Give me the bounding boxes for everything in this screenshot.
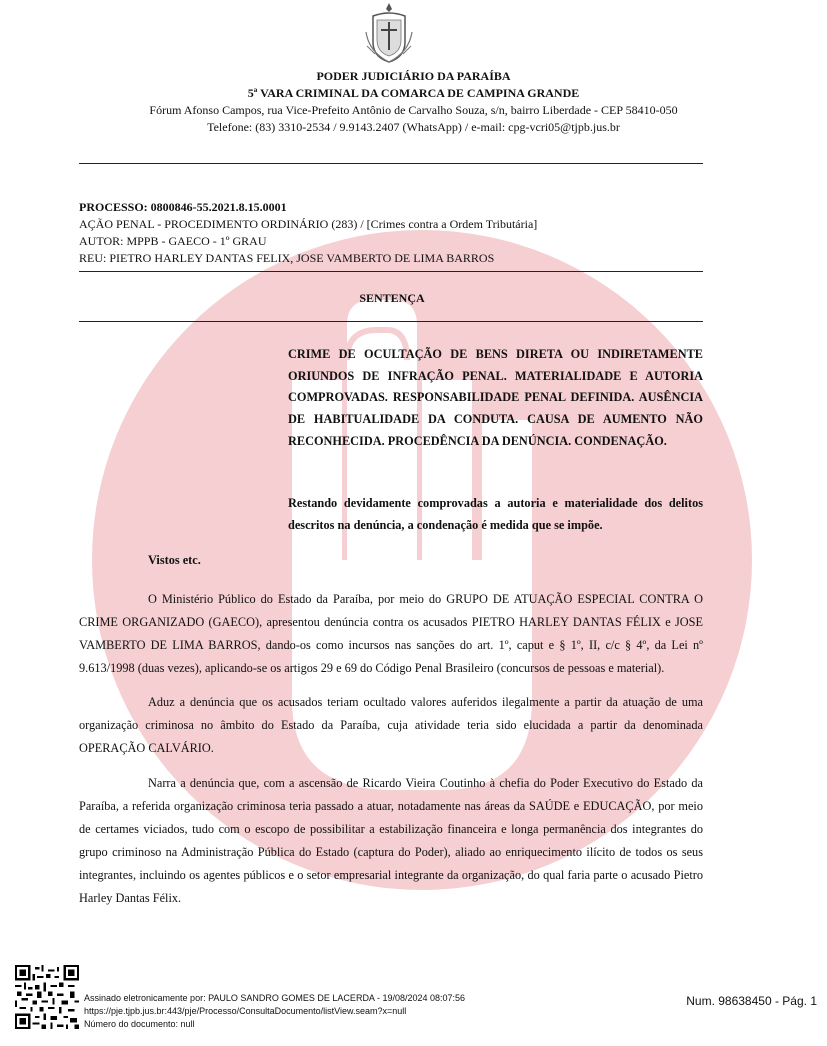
- coat-of-arms-icon: [363, 2, 415, 64]
- page-number: Num. 98638450 - Pág. 1: [686, 994, 817, 1008]
- qr-code-icon[interactable]: [15, 965, 79, 1029]
- paragraph-2: Aduz a denúncia que os acusados teriam ocultado valores auferidos ilegalmente a partir da atuação de uma organização criminosa no âmbito do Estado da Paraíba, cuja atividade teria sido elucidada a partir da denominada OPERAÇÃO CALVÁRIO.: [79, 695, 703, 755]
- divider: [79, 163, 703, 164]
- divider: [79, 271, 703, 272]
- process-defendant: REU: PIETRO HARLEY DANTAS FELIX, JOSE VAMBERTO DE LIMA BARROS: [79, 251, 495, 265]
- ementa-conclusion: Restando devidamente comprovadas a autoria e materialidade dos delitos descritos na denúncia, a condenação é medida que se impõe.: [288, 496, 703, 532]
- process-author: AUTOR: MPPB - GAECO - 1º GRAU: [79, 234, 267, 248]
- court-division: 5ª VARA CRIMINAL DA COMARCA DE CAMPINA GRANDE: [247, 86, 580, 100]
- process-number: PROCESSO: 0800846-55.2021.8.15.0001: [79, 200, 287, 214]
- court-address: Fórum Afonso Campos, rua Vice-Prefeito Antônio de Carvalho Souza, s/n, bairro Liberdade - CEP 58410-050: [149, 103, 678, 117]
- court-contact: Telefone: (83) 3310-2534 / 9.9143.2407 (WhatsApp) / e-mail: cpg-vcri05@tjpb.jus.br: [207, 120, 620, 134]
- document-title: SENTENÇA: [359, 291, 425, 305]
- ementa-summary: CRIME DE OCULTAÇÃO DE BENS DIRETA OU INDIRETAMENTE ORIUNDOS DE INFRAÇÃO PENAL. MATERIALIDADE E AUTORIA COMPROVADAS. RESPONSABILIDADE PENAL DEFINIDA. AUSÊNCIA DE HABITUALIDADE DA CONDUTA. CAUSA DE AUMENTO NÃO RECONHECIDA. PROCEDÊNCIA DA DENÚNCIA. CONDENAÇÃO.: [288, 347, 703, 448]
- process-action: AÇÃO PENAL - PROCEDIMENTO ORDINÁRIO (283) / [Crimes contra a Ordem Tributária]: [79, 217, 538, 231]
- document-url[interactable]: https://pje.tjpb.jus.br:443/pje/Processo/ConsultaDocumento/listView.seam?x=null: [84, 1006, 407, 1016]
- court-name: PODER JUDICIÁRIO DA PARAÍBA: [316, 69, 511, 83]
- document-number: Número do documento: null: [84, 1019, 195, 1029]
- divider: [79, 321, 703, 322]
- paragraph-3: Narra a denúncia que, com a ascensão de Ricardo Vieira Coutinho à chefia do Poder Executivo do Estado da Paraíba, a referida organização criminosa teria passado a atuar, notadamente nas áreas da SAÚDE e EDUCAÇÃO, por meio de certames viciados, tudo com o escopo de possibilitar a estabilização financeira e longa permanência dos integrantes do grupo criminoso na Administração Pública do Estado (captura do Poder), aliado ao enriquecimento ilícito de todos os seus integrantes, incluindo os agentes públicos e o setor empresarial integrante da organização, do qual faria parte o acusado Pietro Harley Dantas Félix.: [79, 776, 703, 905]
- vistos-heading: Vistos etc.: [148, 553, 201, 567]
- paragraph-1: O Ministério Público do Estado da Paraíba, por meio do GRUPO DE ATUAÇÃO ESPECIAL CONTRA O CRIME ORGANIZADO (GAECO), apresentou denúncia contra os acusados PIETRO HARLEY DANTAS FÉLIX e JOSE VAMBERTO DE LIMA BARROS, dando-os como incursos nas sanções do art. 1º, caput e § 1º, II, c/c § 4º, da Lei nº 9.613/1998 (duas vezes), aplicando-se os artigos 29 e 69 do Código Penal Brasileiro (concursos de pessoas e material).: [79, 592, 703, 675]
- signature-info: Assinado eletronicamente por: PAULO SANDRO GOMES DE LACERDA - 19/08/2024 08:07:56: [84, 993, 466, 1003]
